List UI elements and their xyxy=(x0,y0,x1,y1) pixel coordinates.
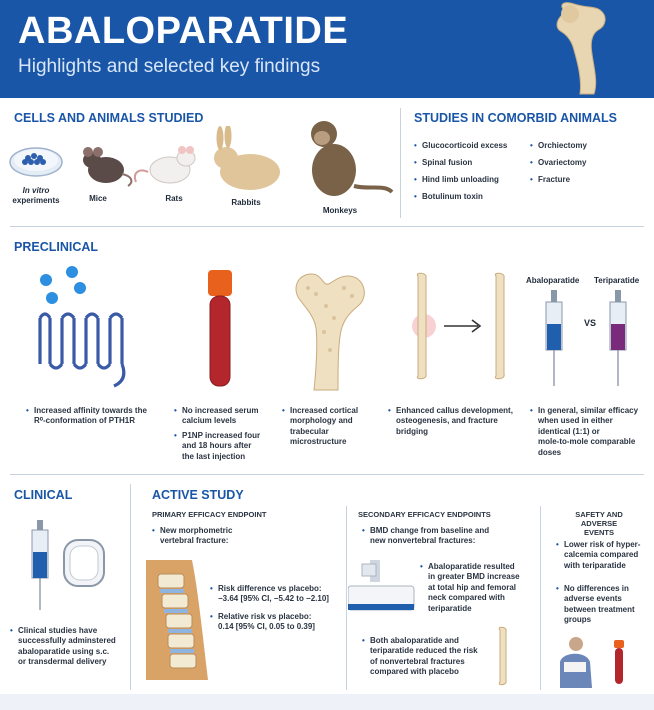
finding-text: • Increased affinity towards the R⁰-conformation of PTH1R xyxy=(26,406,166,427)
finding-text: • No increased serum calcium levels xyxy=(174,406,274,427)
dxa-scanner-icon xyxy=(348,560,416,620)
blood-tube-icon xyxy=(202,268,238,392)
clinical-text: • Clinical studies have successfully adminstered abaloparatide using s.c. or transdermal delivery xyxy=(10,626,126,668)
section-divider xyxy=(540,506,541,690)
relative-risk-text: • Relative risk vs placebo: 0.14 [95% CI, 0.05 to 0.39] xyxy=(210,612,340,633)
nonvertebral-fracture-text: • Both abaloparatide and teriparatide reduced the risk of nonvertebral fractures compared with placebo xyxy=(362,636,492,678)
comorbid-item: • Glucocorticoid excess xyxy=(414,141,507,151)
pth1r-receptor-icon xyxy=(34,262,144,394)
comorbid-item: • Ovariectomy xyxy=(530,158,586,168)
clinical-title: CLINICAL xyxy=(14,488,73,502)
secondary-endpoint-heading: SECONDARY EFFICACY ENDPOINTS xyxy=(358,510,491,519)
bmd-result-text: • Abaloparatide resulted in greater BMD increase at total hip and femoral neck compared with teriparatide xyxy=(420,562,532,614)
finding-text: • Enhanced callus development, osteogenesis, and fracture bridging xyxy=(388,406,518,437)
secondary-endpoint-text: • BMD change from baseline and new nonvertebral fractures: xyxy=(362,526,502,547)
rats-label: Rats xyxy=(165,194,183,203)
cells-animals-title: CELLS AND ANIMALS STUDIED xyxy=(14,111,204,125)
comorbid-item: • Spinal fusion xyxy=(414,158,472,168)
finding-text: • Increased cortical morphology and trabecular microstructure xyxy=(282,406,382,448)
active-study-title: ACTIVE STUDY xyxy=(152,488,244,502)
abaloparatide-syringe-label: Abaloparatide xyxy=(526,276,580,285)
teriparatide-syringe-icon xyxy=(608,290,628,390)
mice-label: Mice xyxy=(89,194,107,203)
in-vitro-label-line1: In vitro xyxy=(22,186,50,195)
patient-icon xyxy=(552,636,596,688)
rat-icon xyxy=(130,142,200,190)
spine-xray-icon xyxy=(146,560,208,680)
section-divider xyxy=(10,474,644,475)
safety-heading: SAFETY AND ADVERSE EVENTS xyxy=(575,510,623,537)
comorbid-item: • Botulinum toxin xyxy=(414,192,483,202)
femur-bone-icon xyxy=(548,2,628,96)
primary-endpoint-text: • New morphometric vertebral fracture: xyxy=(152,526,272,547)
finding-text: • In general, similar efficacy when used in either identical (1:1) or mole-to-mole comparable doses xyxy=(530,406,650,458)
mouse-icon xyxy=(76,140,138,188)
section-divider xyxy=(130,484,131,690)
comorbid-item: • Hind limb unloading xyxy=(414,175,499,185)
section-divider xyxy=(10,226,644,227)
comorbid-item: • Orchiectomy xyxy=(530,141,587,151)
adverse-events-text: • No differences in adverse events between treatment groups xyxy=(556,584,650,626)
vs-label: VS xyxy=(583,318,596,328)
rabbit-icon xyxy=(206,126,286,194)
primary-endpoint-heading: PRIMARY EFFICACY ENDPOINT xyxy=(152,510,267,519)
comorbid-item: • Fracture xyxy=(530,175,570,185)
risk-difference-text: • Risk difference vs placebo: −3.64 [95% CI, −5.42 to −2.10] xyxy=(210,584,340,605)
footer-band xyxy=(0,694,654,710)
in-vitro-label-line2: experiments xyxy=(12,196,60,205)
finding-text: • P1NP increased four and 18 hours after the last injection xyxy=(174,431,274,462)
comorbid-title: STUDIES IN COMORBID ANIMALS xyxy=(414,111,618,125)
monkey-icon xyxy=(296,116,396,202)
section-divider xyxy=(400,108,401,218)
transdermal-patch-icon xyxy=(62,538,106,588)
clinical-syringe-icon xyxy=(30,520,50,612)
bone-icon xyxy=(494,626,514,688)
monkeys-label: Monkeys xyxy=(322,206,358,215)
petri-dish-icon xyxy=(8,140,64,180)
femur-trabecular-icon xyxy=(286,266,372,392)
page-subtitle: Highlights and selected key findings xyxy=(18,56,321,77)
page-title: ABALOPARATIDE xyxy=(18,10,349,52)
rabbits-label: Rabbits xyxy=(231,198,261,207)
fracture-healing-icon xyxy=(404,270,520,386)
preclinical-title: PRECLINICAL xyxy=(14,240,99,254)
header-banner xyxy=(0,0,654,98)
hypercalcemia-text: • Lower risk of hyper- calcemia compared with teriparatide xyxy=(556,540,650,571)
blood-tube-small-icon xyxy=(612,640,626,686)
abaloparatide-syringe-icon xyxy=(544,290,564,390)
teriparatide-syringe-label: Teriparatide xyxy=(594,276,640,285)
section-divider xyxy=(346,506,347,690)
